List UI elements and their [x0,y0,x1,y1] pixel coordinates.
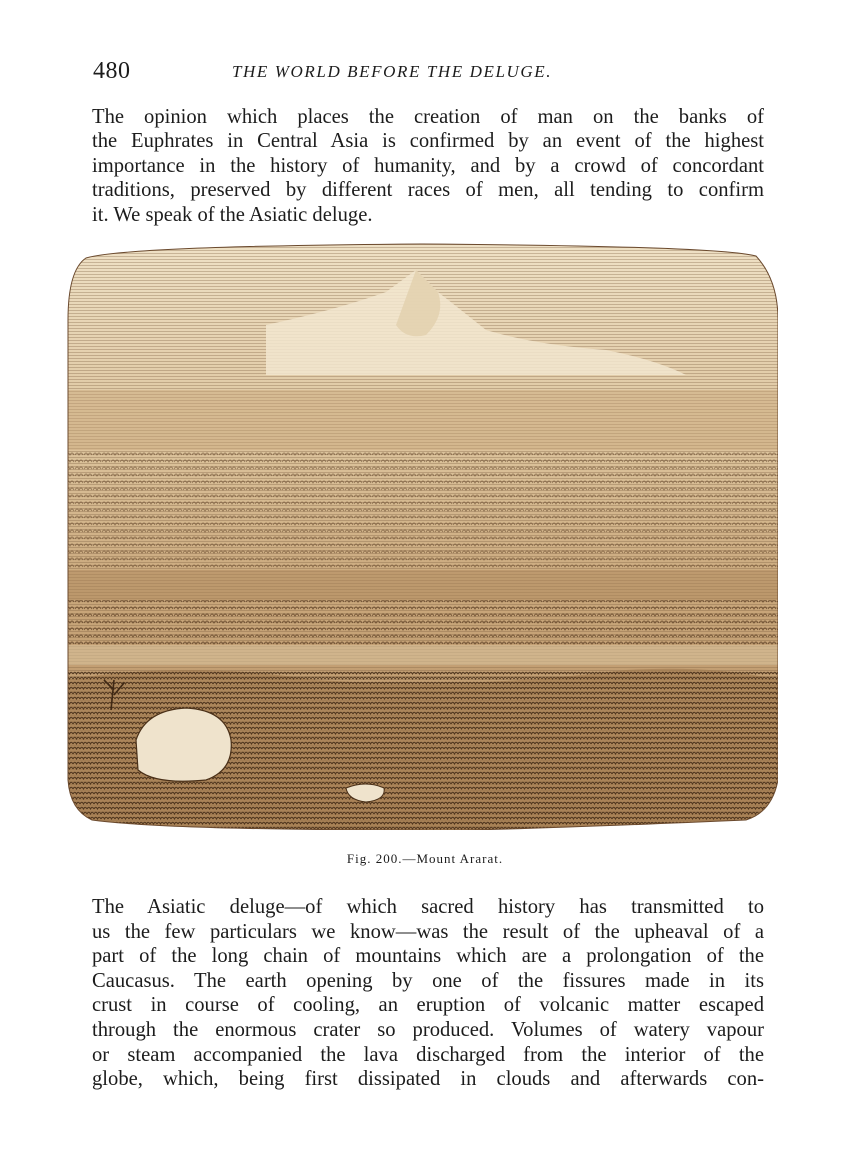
paragraph-line: Caucasus. The earth opening by one of the fissures made in its [92,969,764,992]
paragraph-line: part of the long chain of mountains which are a prolongation of the [92,945,764,968]
paragraph-line: importance in the history of humanity, and by a crowd of concordant [92,154,764,177]
page-number: 480 [93,58,131,84]
paragraph-line: us the few particulars we know—was the result of the upheaval of a [92,920,764,943]
paragraph-line: it. We speak of the Asiatic deluge. [92,203,373,226]
figure-caption: Fig. 200.—Mount Ararat. [346,851,504,866]
paragraph-line: The Asiatic deluge—of which sacred history has transmitted to [92,896,764,918]
engraving-illustration [66,240,778,830]
paragraph-line: or steam accompanied the lava discharged from the interior of the [92,1043,764,1066]
paragraph-line: The opinion which places the creation of man on the banks of [92,106,764,128]
paragraph-line: through the enormous crater so produced. Volumes of watery vapour [92,1018,764,1041]
running-title: THE WORLD BEFORE THE DELUGE. [232,62,553,81]
mount-ararat-engraving [66,240,778,830]
paragraph-line: globe, which, being first dissipated in clouds and afterwards con- [92,1068,764,1091]
paragraph-line: crust in course of cooling, an eruption of volcanic matter escaped [92,994,764,1017]
paragraph-line: traditions, preserved by different races of men, all tending to confirm [92,179,764,202]
paragraph-line: the Euphrates in Central Asia is confirmed by an event of the highest [92,130,764,153]
paragraph-1 [92,105,764,227]
paragraph-2 [92,895,764,1092]
